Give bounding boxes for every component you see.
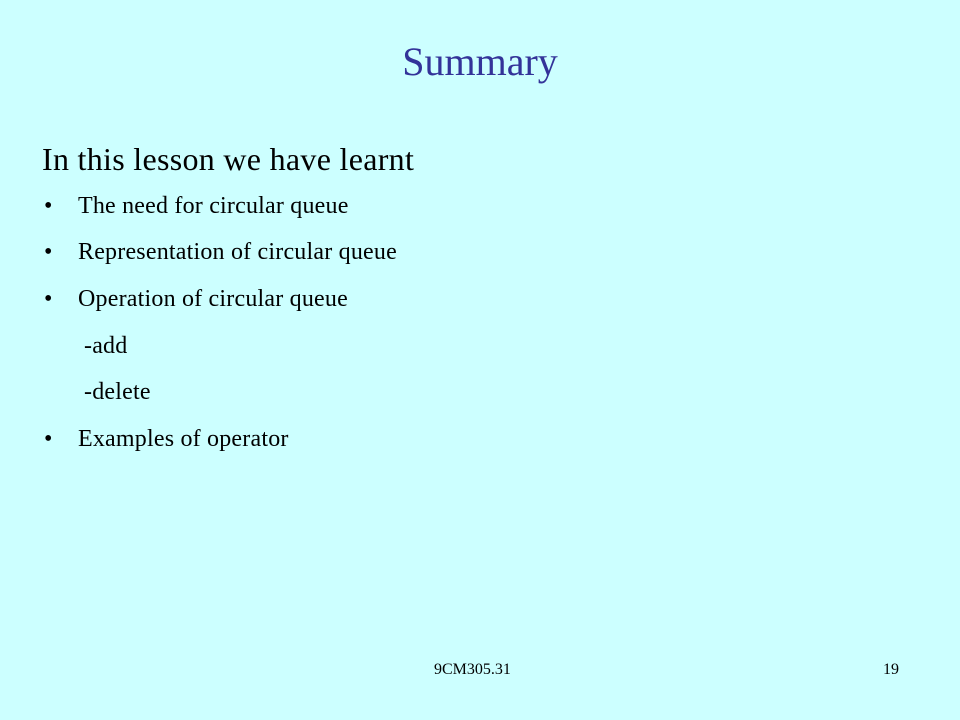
- intro-text: In this lesson we have learnt: [42, 141, 415, 177]
- sub-item-add: -add: [84, 333, 128, 359]
- slide-title: Summary: [402, 39, 558, 84]
- bullet-marker: •: [44, 239, 53, 265]
- footer-page-number: 19: [883, 661, 899, 678]
- sub-item-delete: -delete: [84, 379, 151, 405]
- bullet-item-operation: Operation of circular queue: [78, 286, 348, 312]
- bullet-marker: •: [44, 286, 53, 312]
- bullet-marker: •: [44, 193, 53, 219]
- bullet-item-examples: Examples of operator: [78, 426, 289, 452]
- bullet-item-need: The need for circular queue: [78, 193, 349, 219]
- footer-course-code: 9CM305.31: [434, 661, 511, 678]
- bullet-marker: •: [44, 426, 53, 452]
- bullet-item-representation: Representation of circular queue: [78, 239, 397, 265]
